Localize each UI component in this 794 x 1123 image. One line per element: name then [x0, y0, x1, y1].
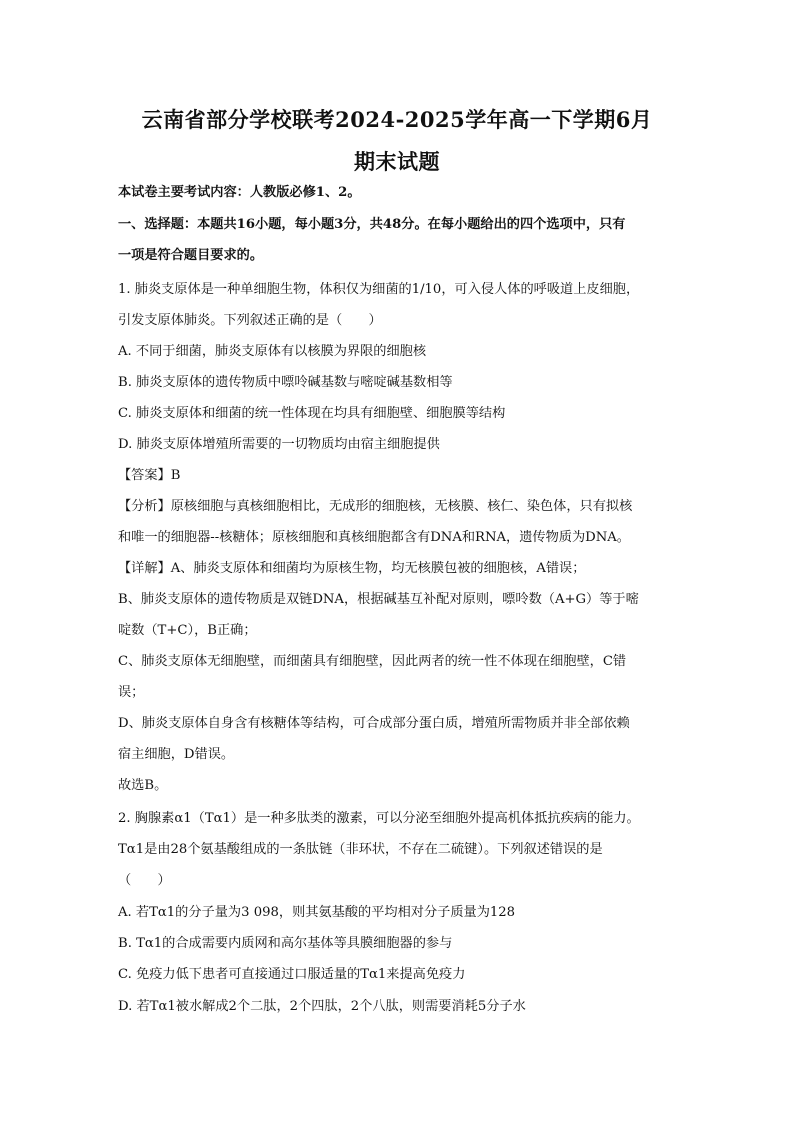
title-line-1: 云南省部分学校联考2024-2025学年高一下学期6月: [141, 107, 653, 132]
section-instruction-line-1: 一、选择题：本题共16小题，每小题3分，共48分。在每小题给出的四个选项中，只有: [118, 217, 626, 232]
q2-stem-line-3: （ ）: [118, 873, 171, 888]
q2-option-c: C. 免疫力低下患者可直接通过口服适量的Tα1来提高免疫力: [118, 967, 466, 982]
q1-analysis-line-1: 【分析】原核细胞与真核细胞相比，无成形的细胞核，无核膜、核仁、染色体，只有拟核: [118, 499, 633, 514]
q1-analysis-line-2: 和唯一的细胞器--核糖体；原核细胞和真核细胞都含有DNA和RNA，遗传物质为DNA。: [118, 530, 630, 545]
q1-answer: 【答案】B: [118, 468, 181, 483]
q2-option-d: D. 若Tα1被水解成2个二肽，2个四肽，2个八肽，则需要消耗5分子水: [118, 999, 526, 1014]
q1-stem-line-1: 1. 肺炎支原体是一种单细胞生物，体积仅为细菌的1/10，可入侵人体的呼吸道上皮细胞，: [118, 282, 640, 297]
q1-conclusion: 故选B。: [118, 778, 168, 793]
q1-detail-line-5: 误；: [118, 685, 145, 700]
q1-option-a: A. 不同于细菌，肺炎支原体有以核膜为界限的细胞核: [118, 344, 427, 359]
q1-option-c: C. 肺炎支原体和细菌的统一性体现在均具有细胞壁、细胞膜等结构: [118, 406, 506, 421]
q1-detail-line-3: 啶数（T+C），B正确；: [118, 623, 257, 638]
q1-detail-line-2: B、肺炎支原体的遗传物质是双链DNA，根据碱基互补配对原则，嘌呤数（A+G）等于嘧: [118, 592, 639, 607]
q1-detail-line-7: 宿主细胞，D错误。: [118, 747, 235, 762]
exam-scope: 本试卷主要考试内容：人教版必修1、2。: [118, 185, 361, 200]
q1-stem-line-2: 引发支原体肺炎。下列叙述正确的是（ ）: [118, 313, 382, 328]
q1-detail-line-6: D、肺炎支原体自身含有核糖体等结构，可合成部分蛋白质，增殖所需物质并非全部依赖: [118, 716, 630, 731]
q2-stem-line-1: 2. 胸腺素α1（Tα1）是一种多肽类的激素，可以分泌至细胞外提高机体抵抗疾病的能力。: [118, 811, 640, 826]
q2-option-b: B. Tα1的合成需要内质网和高尔基体等具膜细胞器的参与: [118, 936, 453, 951]
q1-detail-line-1: 【详解】A、肺炎支原体和细菌均为原核生物，均无核膜包被的细胞核，A错误；: [118, 561, 586, 576]
title-line-2: 期末试题: [354, 149, 440, 174]
q1-detail-line-4: C、肺炎支原体无细胞壁，而细菌具有细胞壁，因此两者的统一性不体现在细胞壁，C错: [118, 654, 627, 669]
q1-option-b: B. 肺炎支原体的遗传物质中嘌呤碱基数与嘧啶碱基数相等: [118, 375, 453, 390]
q2-stem-line-2: Tα1是由28个氨基酸组成的一条肽链（非环状，不存在二硫键）。下列叙述错误的是: [118, 842, 603, 857]
q2-option-a: A. 若Tα1的分子量为3 098，则其氨基酸的平均相对分子质量为128: [118, 905, 516, 920]
q1-option-d: D. 肺炎支原体增殖所需要的一切物质均由宿主细胞提供: [118, 437, 440, 452]
section-instruction-line-2: 一项是符合题目要求的。: [118, 248, 264, 263]
